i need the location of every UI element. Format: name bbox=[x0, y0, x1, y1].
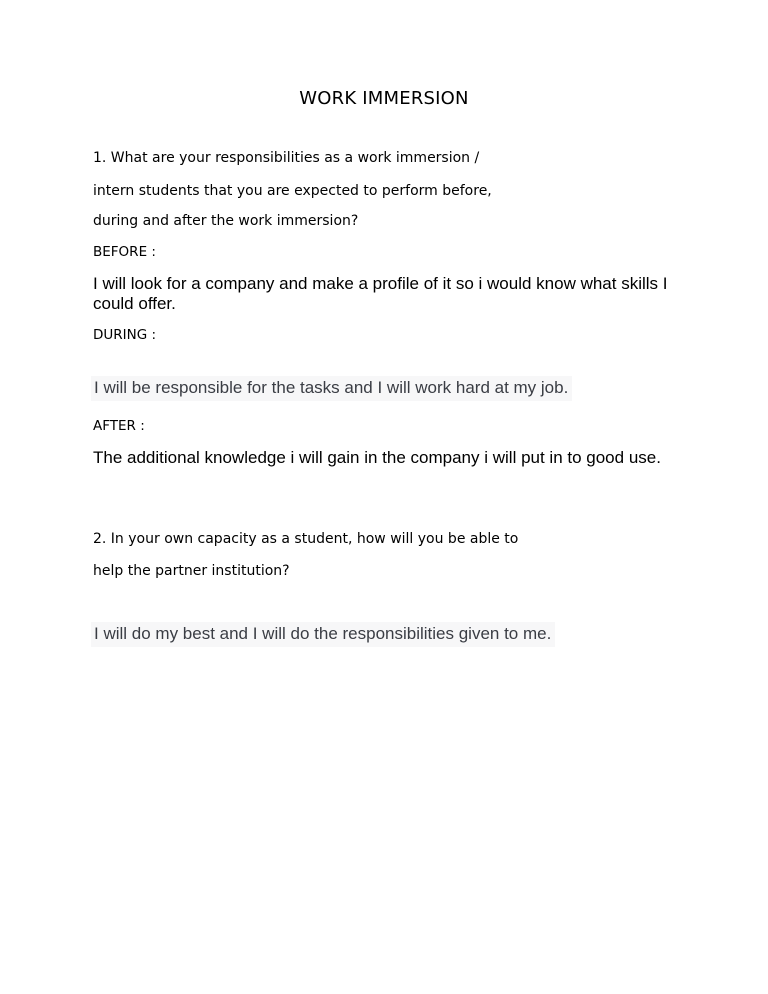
question-2-line-2: help the partner institution? bbox=[93, 563, 290, 579]
question-1-line-2: intern students that you are expected to perform before, bbox=[93, 183, 492, 199]
during-answer: I will be responsible for the tasks and I will work hard at my job. bbox=[91, 376, 572, 401]
after-answer: The additional knowledge i will gain in the company i will put in to good use. bbox=[93, 448, 661, 467]
document-title: WORK IMMERSION bbox=[299, 88, 469, 109]
before-label: BEFORE : bbox=[93, 244, 156, 260]
before-answer: I will look for a company and make a profile of it so i would know what skills I could offer. bbox=[93, 274, 668, 313]
after-label: AFTER : bbox=[93, 418, 145, 434]
question-2-line-1: 2. In your own capacity as a student, how will you be able to bbox=[93, 531, 519, 547]
question-1-line-3: during and after the work immersion? bbox=[93, 213, 359, 229]
question-2-answer: I will do my best and I will do the responsibilities given to me. bbox=[91, 622, 555, 647]
during-label: DURING : bbox=[93, 327, 157, 343]
question-1-line-1: 1. What are your responsibilities as a work immersion / bbox=[93, 150, 480, 166]
